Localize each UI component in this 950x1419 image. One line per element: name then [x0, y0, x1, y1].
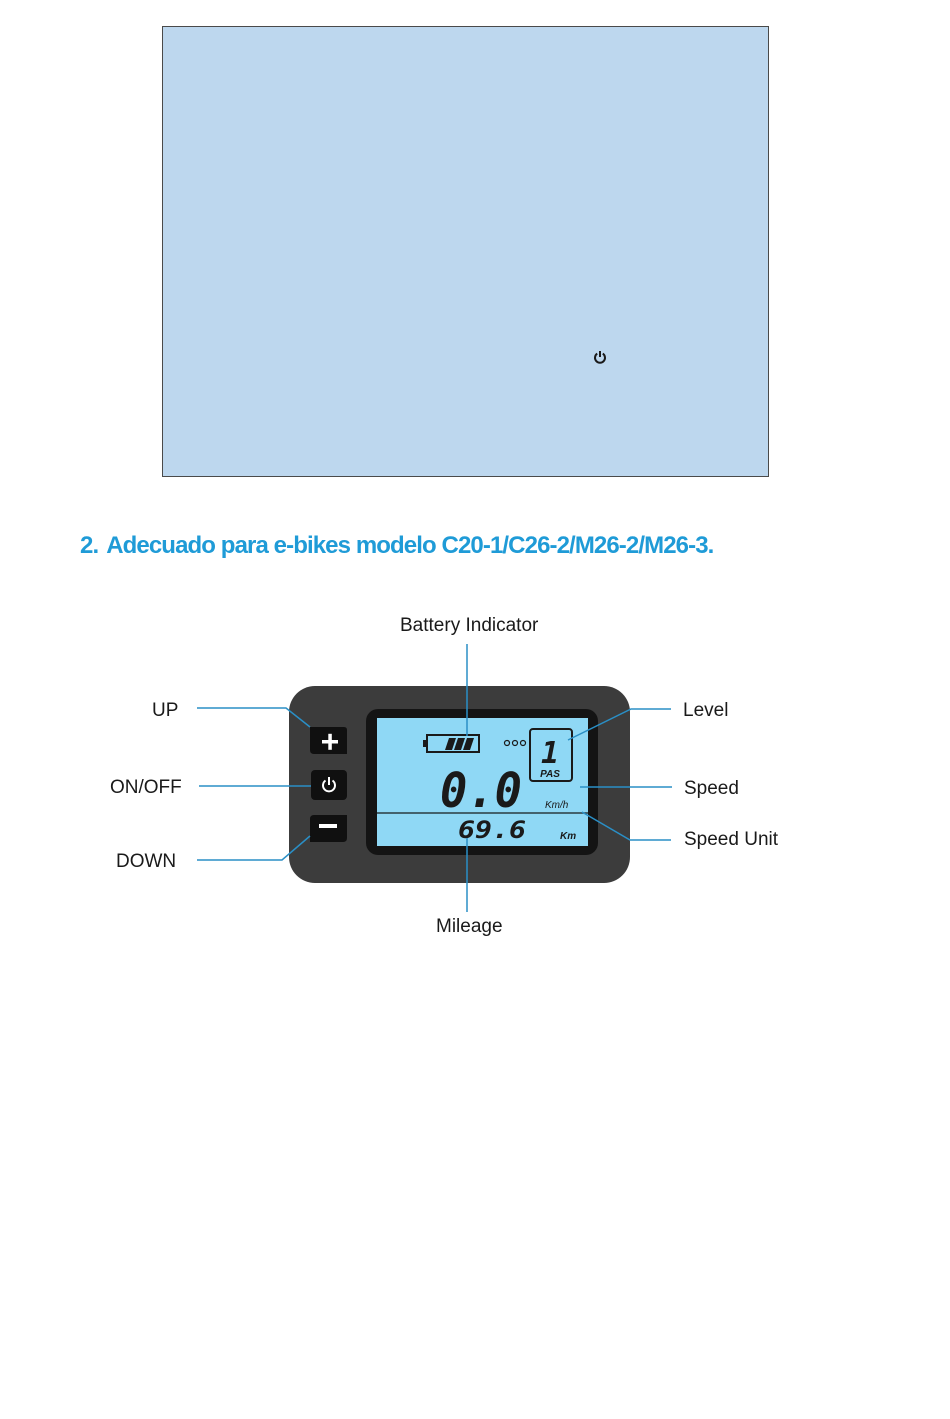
- up-button[interactable]: [310, 727, 347, 754]
- mileage-unit-text: Km: [560, 831, 577, 842]
- mileage-label: Mileage: [436, 916, 503, 937]
- speed-value: 0.0: [440, 763, 522, 819]
- level-label: Level: [683, 700, 729, 721]
- heading-text: Adecuado para e-bikes modelo C20-1/C26-2/M26-2/M26-3.: [106, 532, 714, 559]
- minus-icon: [319, 824, 337, 828]
- up-label: UP: [152, 700, 179, 721]
- speed-label: Speed: [684, 778, 739, 799]
- down-label: DOWN: [116, 851, 177, 872]
- blank-blue-panel: [162, 26, 769, 477]
- heading-number: 2.: [80, 532, 99, 559]
- down-button[interactable]: [310, 815, 347, 842]
- section-heading: [80, 532, 713, 560]
- pas-label: PAS: [540, 769, 560, 780]
- speed-unit-text: Km/h: [545, 800, 569, 811]
- display-diagram: [0, 600, 950, 960]
- battery-indicator-label: Battery Indicator: [400, 615, 539, 636]
- pas-level-value: 1: [540, 736, 560, 771]
- onoff-label: ON/OFF: [110, 777, 182, 798]
- speed-unit-label: Speed Unit: [684, 829, 779, 850]
- power-icon: [593, 350, 607, 364]
- mileage-value: 69.6: [458, 816, 526, 844]
- onoff-button[interactable]: [311, 770, 347, 800]
